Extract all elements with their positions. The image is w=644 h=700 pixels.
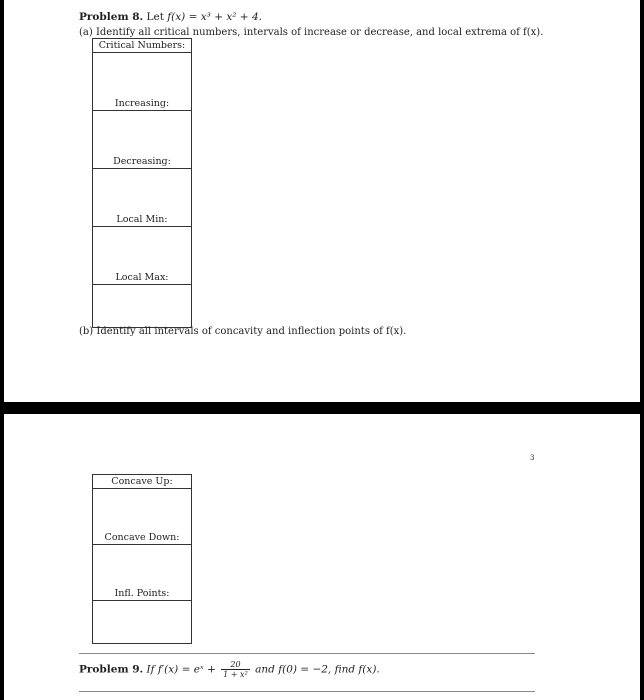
concave-down-answer-box[interactable] xyxy=(93,545,191,587)
local-min-header: Local Min: xyxy=(93,213,191,227)
local-max-answer-box[interactable] xyxy=(93,285,191,327)
local-max-row xyxy=(93,271,191,327)
part-a-instruction: (a) Identify all critical numbers, intervals of increase or decrease, and local extrema of f(x). xyxy=(79,27,544,38)
problem-8-function: f(x) = x³ + x² + 4. xyxy=(167,11,262,23)
decreasing-row xyxy=(93,155,191,213)
local-min-row xyxy=(93,213,191,271)
concave-down-row xyxy=(93,531,191,587)
separator-bottom xyxy=(79,691,535,692)
problem-9-condition: and f(0) = −2, find f(x). xyxy=(255,663,380,676)
local-max-header: Local Max: xyxy=(93,271,191,285)
part-b-instruction: (b) Identify all intervals of concavity and inflection points of f(x). xyxy=(79,326,407,337)
inflection-points-header: Infl. Points: xyxy=(93,587,191,601)
increasing-header: Increasing: xyxy=(93,97,191,111)
concave-up-row xyxy=(93,475,191,531)
problem-8-intro: Let xyxy=(146,11,164,23)
page-number: 3 xyxy=(530,454,535,462)
problem-9-label: Problem 9. xyxy=(79,663,144,676)
problem-9-heading xyxy=(79,660,380,679)
critical-numbers-header: Critical Numbers: xyxy=(93,39,191,53)
fraction-denominator: 1 + x² xyxy=(223,670,248,679)
concave-down-header: Concave Down: xyxy=(93,531,191,545)
separator-top xyxy=(79,653,535,654)
concavity-table xyxy=(92,474,192,644)
problem-9-derivative: If f′(x) = eˣ + xyxy=(146,663,216,676)
local-min-answer-box[interactable] xyxy=(93,227,191,271)
worksheet-page-1 xyxy=(4,0,640,402)
decreasing-answer-box[interactable] xyxy=(93,169,191,213)
critical-points-table xyxy=(92,38,192,328)
concave-up-answer-box[interactable] xyxy=(93,489,191,531)
fraction-numerator: 20 xyxy=(221,660,250,670)
decreasing-header: Decreasing: xyxy=(93,155,191,169)
inflection-points-answer-box[interactable] xyxy=(93,601,191,643)
worksheet-page-2 xyxy=(4,414,640,700)
increasing-answer-box[interactable] xyxy=(93,111,191,155)
critical-numbers-row xyxy=(93,39,191,97)
problem-8-label: Problem 8. xyxy=(79,11,144,23)
problem-9-fraction xyxy=(221,660,250,679)
increasing-row xyxy=(93,97,191,155)
problem-8-heading xyxy=(79,11,262,23)
concave-up-header: Concave Up: xyxy=(93,475,191,489)
critical-numbers-answer-box[interactable] xyxy=(93,53,191,97)
inflection-points-row xyxy=(93,587,191,643)
